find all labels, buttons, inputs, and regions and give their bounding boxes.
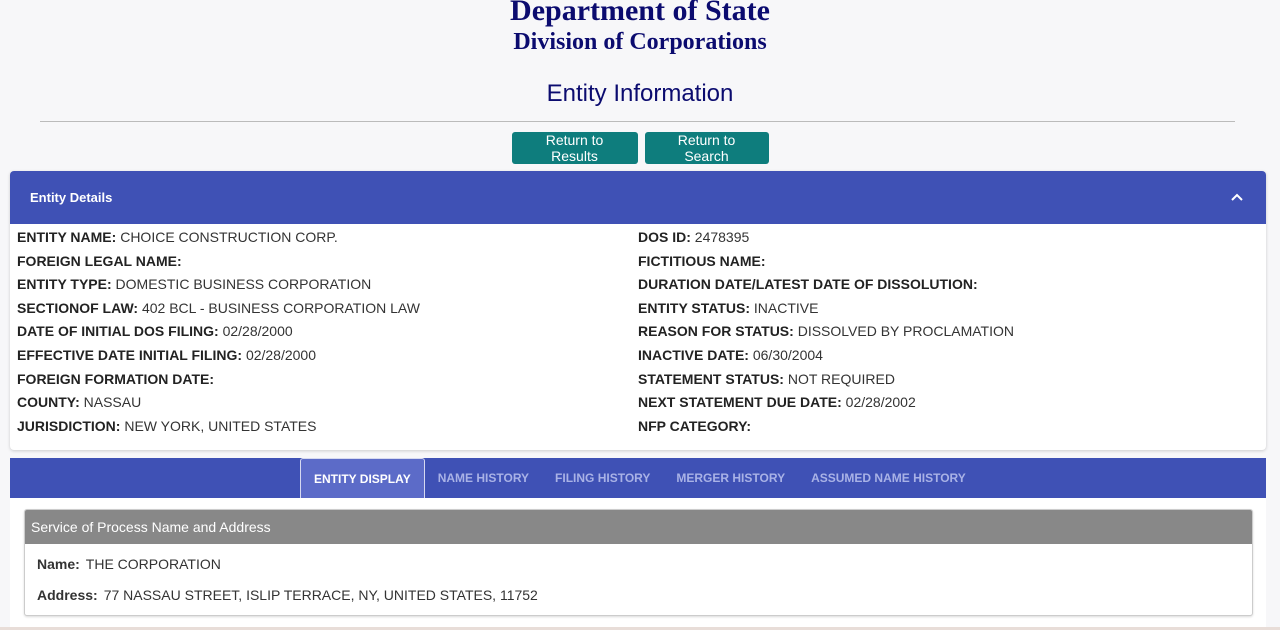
- history-tabs-bar: [10, 458, 1266, 498]
- detail-label: FICTITIOUS NAME:: [638, 252, 766, 269]
- detail-value: 02/28/2000: [245, 346, 317, 363]
- page-title: Entity Information: [546, 80, 734, 107]
- sop-address-row: [25, 579, 1252, 610]
- return-to-results-button[interactable]: Return to Results: [512, 132, 638, 164]
- detail-label: NEXT STATEMENT DUE DATE:: [638, 394, 842, 411]
- detail-row: [638, 368, 1266, 392]
- detail-row: [638, 226, 1266, 250]
- detail-value: CHOICE CONSTRUCTION CORP.: [120, 229, 338, 245]
- sop-address-value: 77 NASSAU STREET, ISLIP TERRACE, NY, UNITED STATES, 11752: [103, 586, 538, 603]
- detail-label: FOREIGN LEGAL NAME:: [17, 252, 182, 269]
- detail-label: ENTITY TYPE:: [17, 276, 112, 293]
- detail-row: [17, 297, 638, 321]
- sop-name-label: Name:: [37, 555, 80, 572]
- detail-value: NOT REQUIRED: [787, 370, 895, 387]
- detail-row: [638, 250, 1266, 274]
- detail-label: ENTITY NAME:: [17, 229, 117, 245]
- entity-details-grid: [10, 224, 1266, 438]
- division-title: Division of Corporations: [513, 29, 767, 55]
- sop-name-value: THE CORPORATION: [85, 555, 221, 572]
- detail-label: DOS ID:: [638, 229, 691, 245]
- detail-label: SECTIONOF LAW:: [17, 299, 139, 316]
- detail-value: DOMESTIC BUSINESS CORPORATION: [115, 276, 372, 293]
- detail-value: DISSOLVED BY PROCLAMATION: [797, 323, 1014, 340]
- service-of-process-panel: [24, 509, 1253, 616]
- detail-value: 02/28/2000: [222, 323, 293, 340]
- department-title: Department of State: [510, 0, 770, 27]
- detail-row: [638, 415, 1266, 439]
- detail-label: FOREIGN FORMATION DATE:: [17, 370, 215, 387]
- entity-details-header[interactable]: [10, 171, 1266, 224]
- detail-row: [17, 226, 638, 250]
- detail-value: NEW YORK, UNITED STATES: [124, 417, 317, 434]
- entity-details-heading: Entity Details: [30, 190, 113, 205]
- detail-value: NASSAU: [83, 394, 142, 411]
- tab-name-history[interactable]: NAME HISTORY: [437, 471, 530, 485]
- entity-details-card: [10, 171, 1266, 450]
- action-buttons: [0, 132, 1280, 164]
- sop-name-row: [25, 548, 1252, 579]
- detail-row: [17, 250, 638, 274]
- detail-label: ENTITY STATUS:: [638, 299, 750, 316]
- detail-label: JURISDICTION:: [17, 417, 121, 434]
- detail-label: INACTIVE DATE:: [638, 346, 749, 363]
- detail-label: REASON FOR STATUS:: [638, 323, 794, 340]
- details-right-column: [638, 226, 1266, 438]
- detail-label: STATEMENT STATUS:: [638, 370, 784, 387]
- detail-row: [17, 391, 638, 415]
- detail-row: [17, 344, 638, 368]
- tab-assumed-name-history[interactable]: ASSUMED NAME HISTORY: [811, 471, 966, 485]
- detail-value: 06/30/2004: [752, 346, 823, 363]
- detail-label: COUNTY:: [17, 394, 80, 411]
- tab-filing-history[interactable]: FILING HISTORY: [555, 471, 651, 485]
- detail-row: [638, 297, 1266, 321]
- detail-value: 2478395: [694, 229, 750, 245]
- detail-row: [638, 273, 1266, 297]
- return-to-search-button[interactable]: Return to Search: [645, 132, 769, 164]
- tab-entity-display[interactable]: ENTITY DISPLAY: [300, 458, 425, 498]
- history-tabs: [300, 458, 979, 498]
- detail-row: [17, 273, 638, 297]
- detail-row: [638, 391, 1266, 415]
- detail-label: DATE OF INITIAL DOS FILING:: [17, 323, 219, 340]
- tab-merger-history[interactable]: MERGER HISTORY: [676, 471, 786, 485]
- detail-row: [17, 415, 638, 439]
- detail-value: 02/28/2002: [845, 394, 916, 411]
- detail-label: DURATION DATE/LATEST DATE OF DISSOLUTION:: [638, 276, 978, 293]
- detail-label: EFFECTIVE DATE INITIAL FILING:: [17, 346, 243, 363]
- service-of-process-heading: Service of Process Name and Address: [25, 510, 1252, 544]
- detail-row: [638, 320, 1266, 344]
- detail-row: [17, 320, 638, 344]
- sop-address-label: Address:: [37, 586, 98, 603]
- detail-value: 402 BCL - BUSINESS CORPORATION LAW: [141, 299, 420, 316]
- detail-row: [638, 344, 1266, 368]
- details-left-column: [17, 226, 638, 438]
- detail-value: INACTIVE: [753, 299, 819, 316]
- detail-label: NFP CATEGORY:: [638, 417, 752, 434]
- title-divider: [40, 121, 1235, 122]
- detail-row: [17, 368, 638, 392]
- chevron-up-icon[interactable]: [1230, 189, 1244, 206]
